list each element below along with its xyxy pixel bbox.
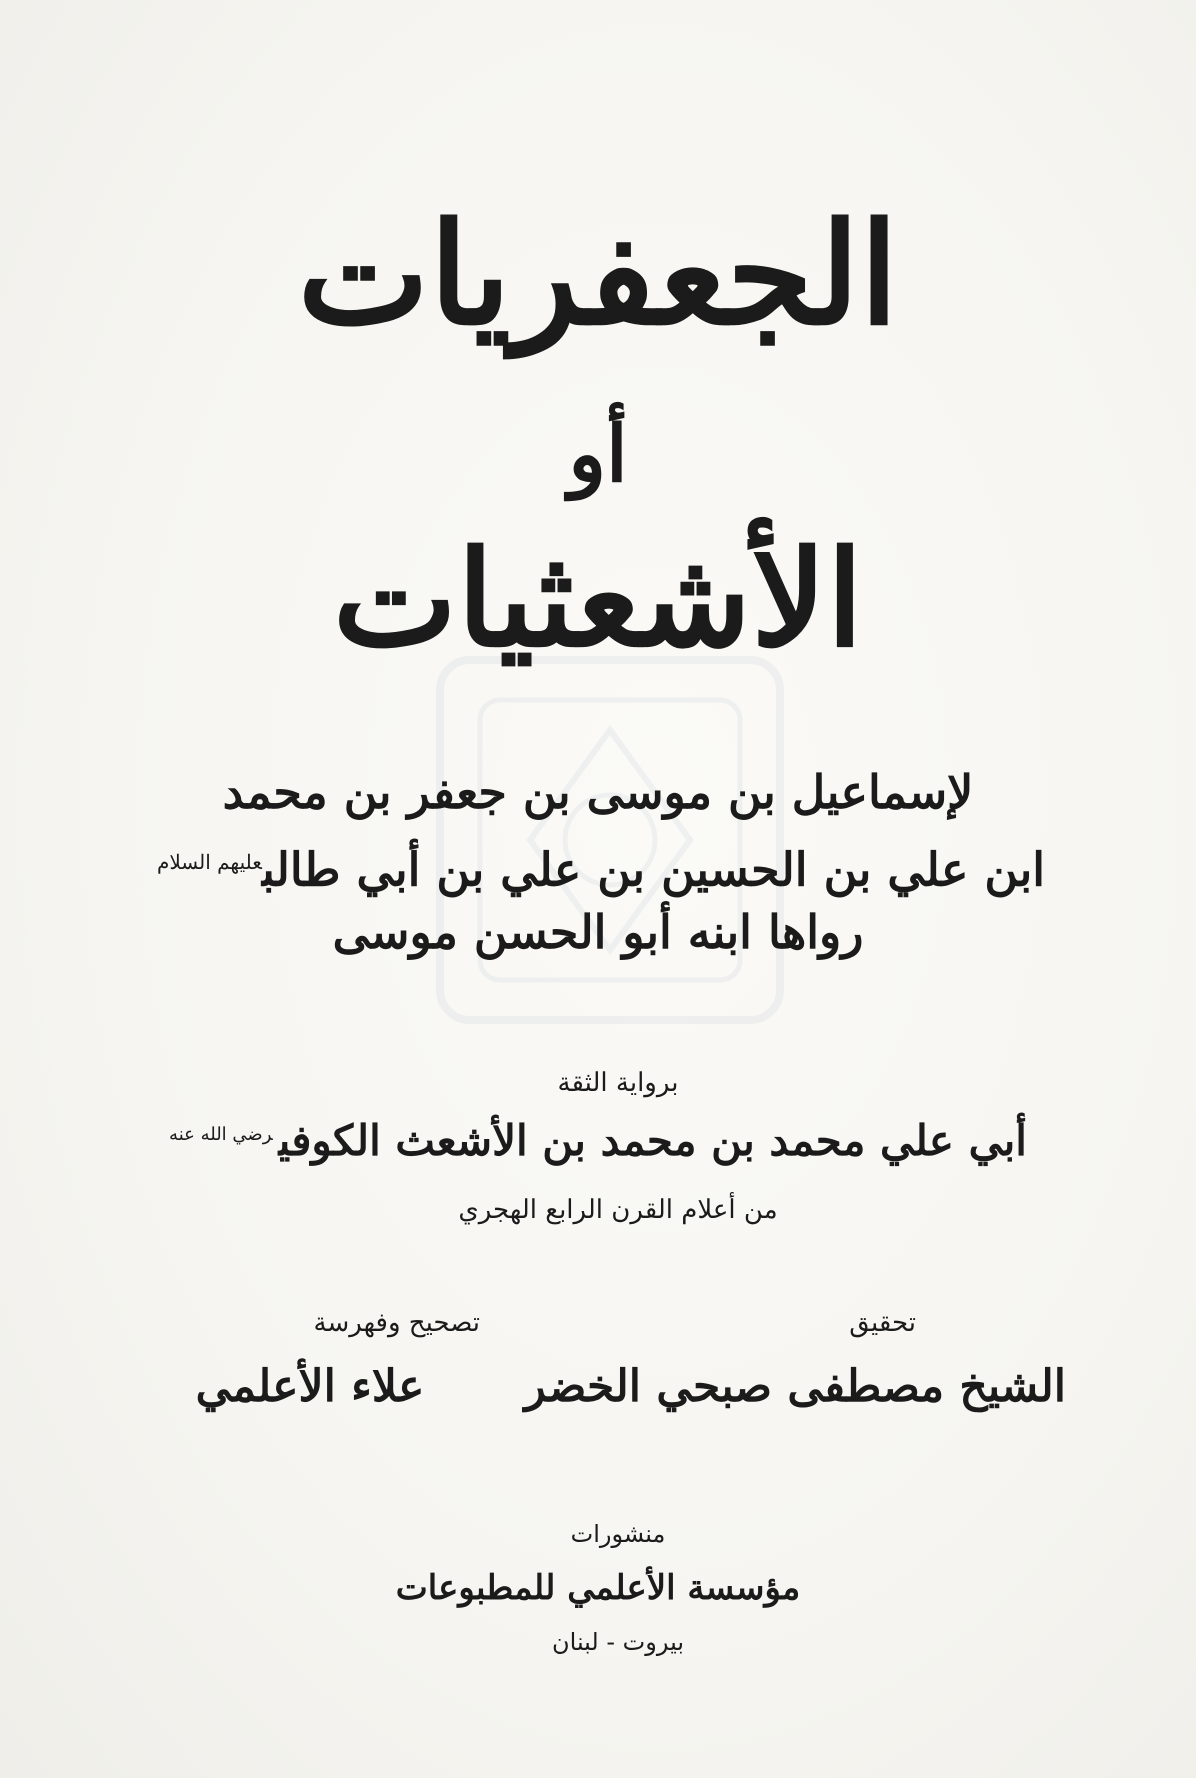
editor-name: الشيخ مصطفى صبحي الخضر — [524, 1361, 1066, 1412]
editor-label: تحقيق — [849, 1308, 916, 1338]
author-line-1: لإسماعيل بن موسى بن جعفر بن محمد — [222, 765, 974, 819]
narration-label: برواية الثقة — [557, 1068, 679, 1098]
narrator-name: أبي علي محمد بن محمد بن الأشعث الكوفي — [278, 1116, 1027, 1165]
corrector-label: تصحيح وفهرسة — [313, 1308, 480, 1338]
author-line-2 — [0, 830, 1196, 901]
corrector-name: علاء الأعلمي — [195, 1361, 425, 1412]
book-alternate-title: الأشعثيات — [332, 522, 864, 677]
author-line-2-text: ابن علي بن الحسين بن علي بن أبي طالب — [261, 842, 1046, 897]
narrator-line — [0, 1105, 1196, 1171]
publisher-label: منشورات — [570, 1520, 666, 1548]
publisher-place: بيروت - لبنان — [552, 1628, 684, 1656]
publisher-name: مؤسسة الأعلمي للمطبوعات — [395, 1568, 801, 1608]
author-line-3: رواها ابنه أبو الحسن موسى — [332, 905, 864, 959]
book-title: الجعفريات — [297, 193, 899, 357]
author-honorific: عليهم السلام — [156, 850, 262, 874]
corrector-credit — [130, 1305, 490, 1419]
editor-credit — [524, 1305, 1066, 1419]
narrator-honorific: رضي الله عنه — [169, 1124, 273, 1145]
narrator-era: من أعلام القرن الرابع الهجري — [458, 1195, 778, 1225]
title-conjunction: أو — [568, 409, 628, 500]
